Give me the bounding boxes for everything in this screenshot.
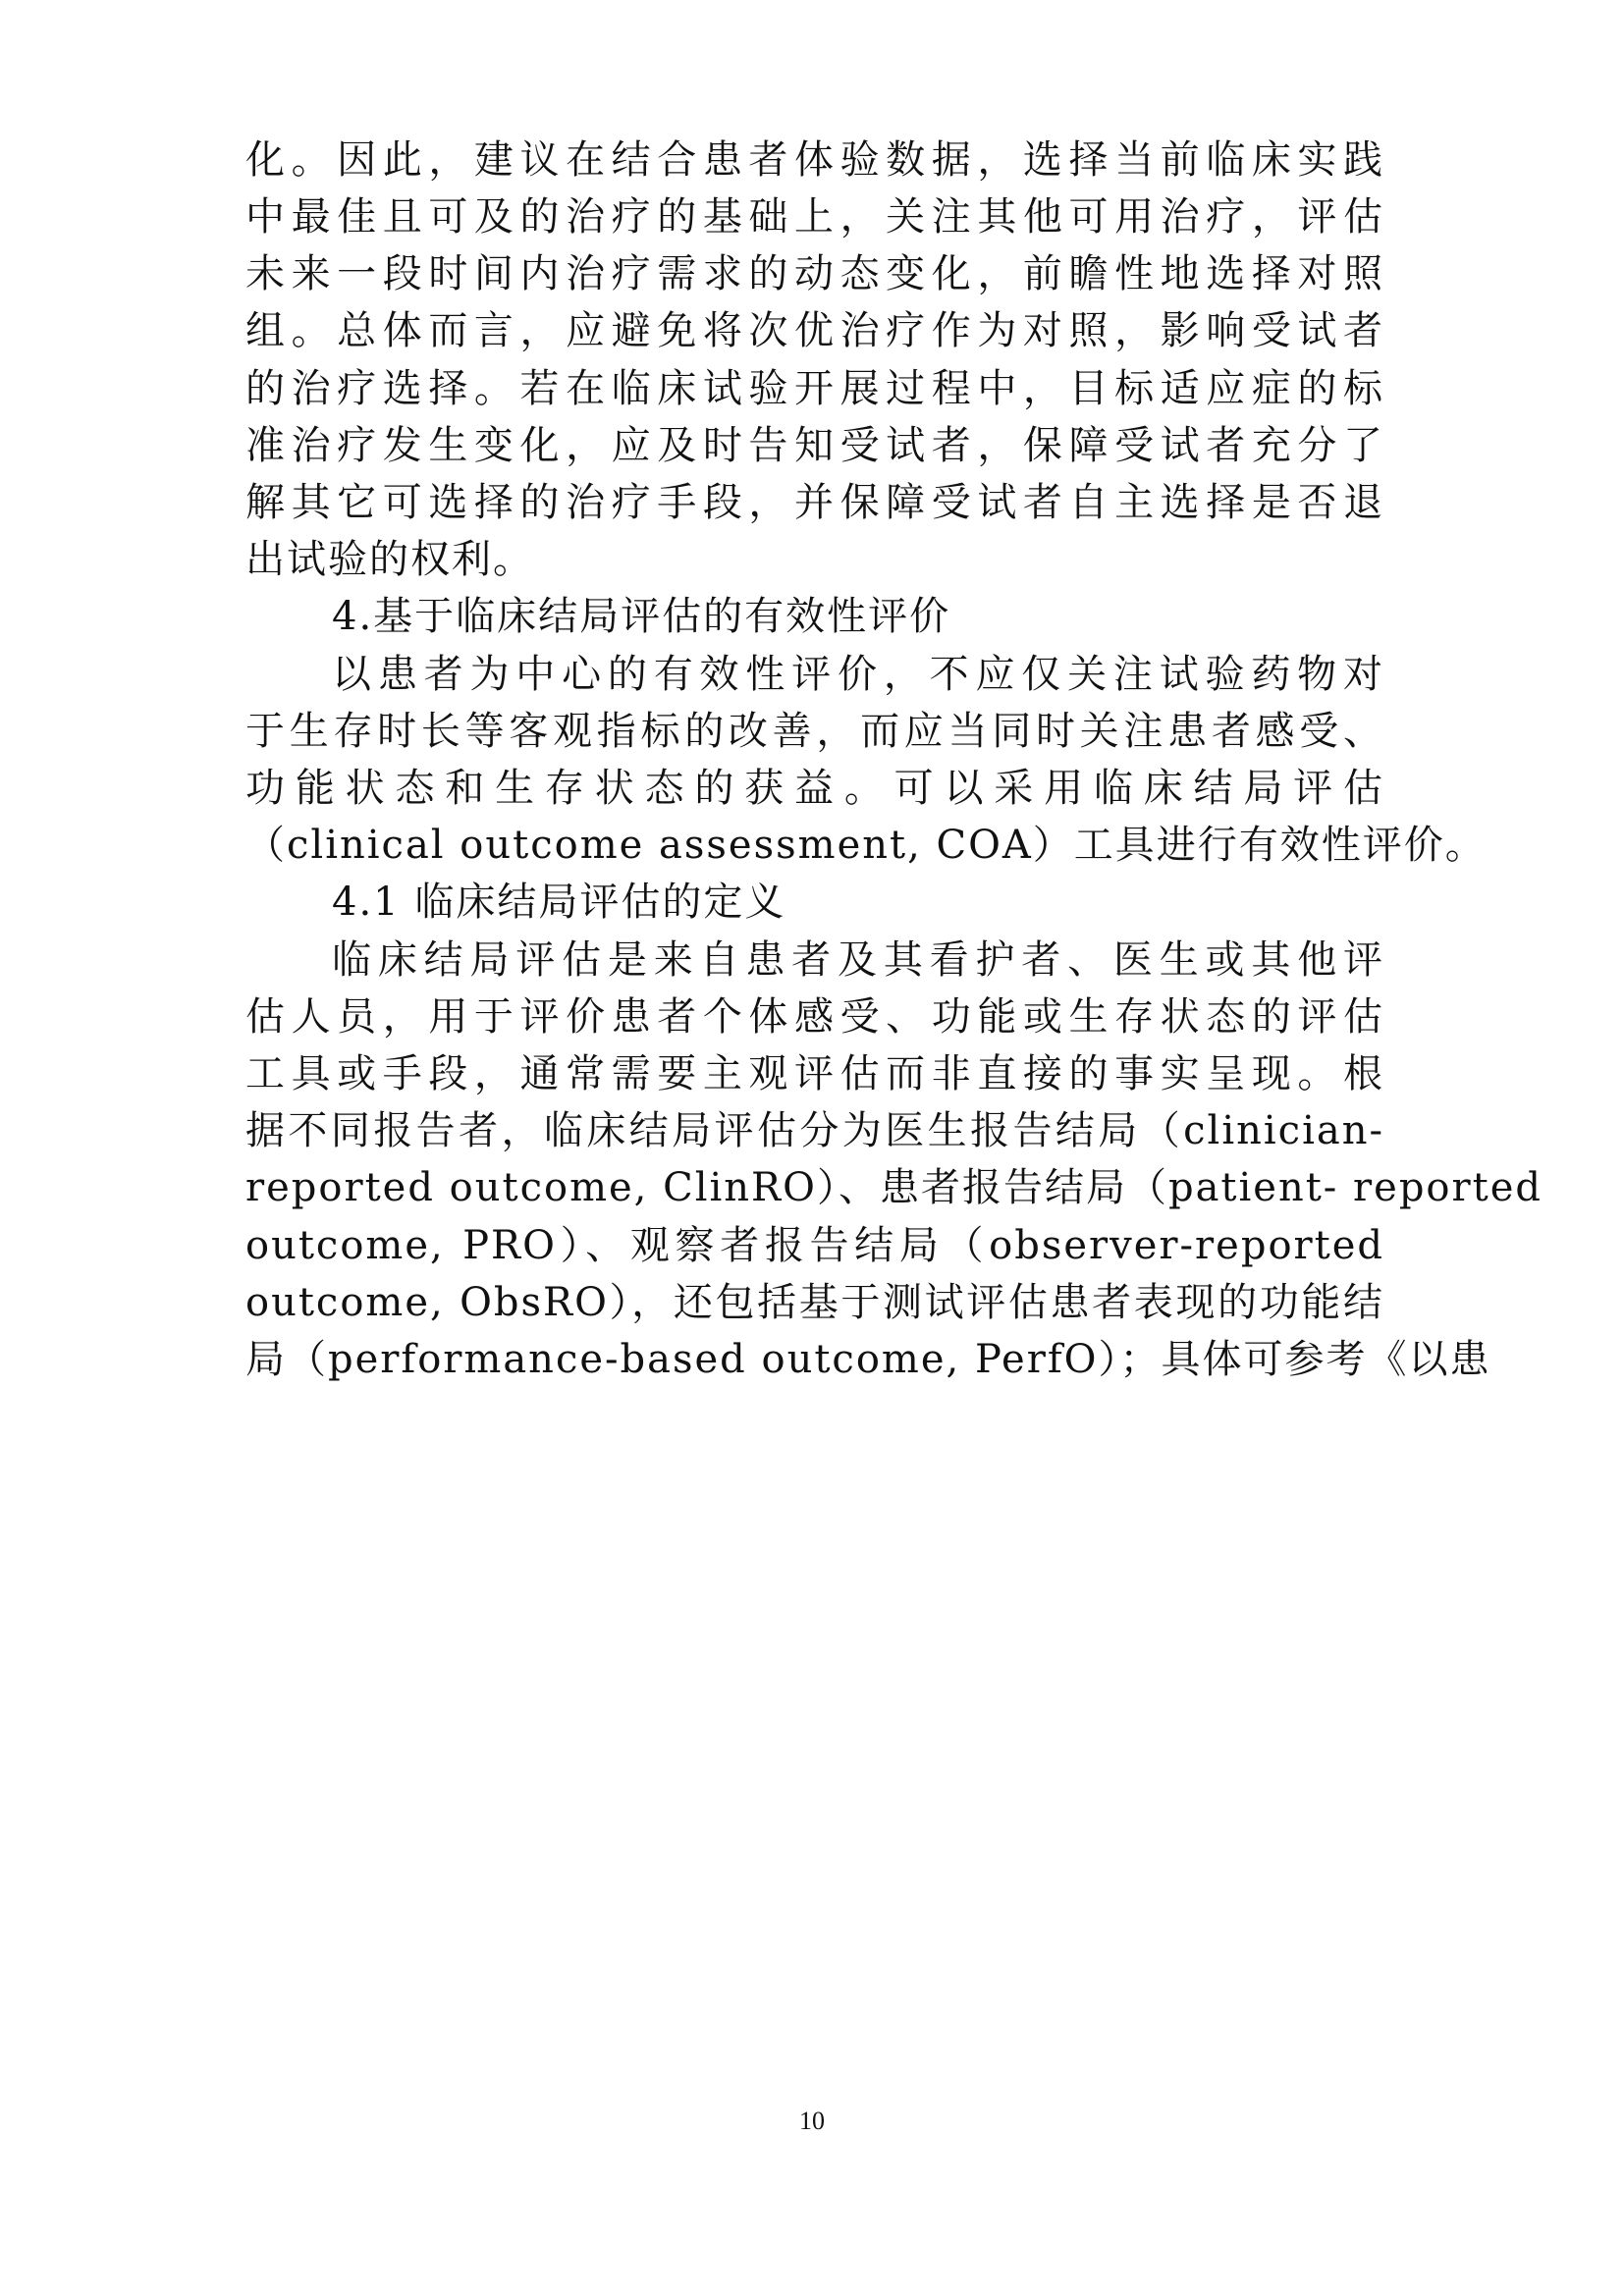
text-line: 于生存时长等客观指标的改善，而应当同时关注患者感受、	[245, 709, 1384, 754]
text-line: 局（performance-based outcome, PerfO）；具体可参考《以患	[245, 1337, 1491, 1382]
text-line: 组。总体而言，应避免将次优治疗作为对照，影响受试者	[245, 308, 1384, 353]
paragraph-end-line: （clinical outcome assessment, COA）工具进行有效性评价。	[245, 823, 1487, 868]
text-line: outcome, PRO）、观察者报告结局（observer-reported	[245, 1223, 1384, 1268]
text-line: 的治疗选择。若在临床试验开展过程中，目标适应症的标	[245, 366, 1384, 411]
text-line: outcome, ObsRO），还包括基于测试评估患者表现的功能结	[245, 1280, 1384, 1325]
section-heading: 4.基于临床结局评估的有效性评价	[332, 594, 951, 639]
paragraph-first-line: 临床结局评估是来自患者及其看护者、医生或其他评	[332, 937, 1384, 983]
text-line: 准治疗发生变化，应及时告知受试者，保障受试者充分了	[245, 423, 1384, 468]
text-line: 未来一段时间内治疗需求的动态变化，前瞻性地选择对照	[245, 251, 1384, 296]
paragraph-first-line: 以患者为中心的有效性评价，不应仅关注试验药物对	[332, 652, 1384, 697]
paragraph-end-line: 出试验的权利。	[245, 537, 534, 582]
text-line: 估人员，用于评价患者个体感受、功能或生存状态的评估	[245, 994, 1384, 1040]
subsection-heading: 4.1 临床结局评估的定义	[332, 880, 786, 925]
page-number: 10	[799, 2107, 825, 2135]
text-line: 化。因此，建议在结合患者体验数据，选择当前临床实践	[245, 137, 1384, 183]
text-line: 功能状态和生存状态的获益。可以采用临床结局评估	[245, 766, 1384, 811]
text-line: 据不同报告者，临床结局评估分为医生报告结局（clinician-	[245, 1108, 1384, 1153]
text-line: 工具或手段，通常需要主观评估而非直接的事实呈现。根	[245, 1051, 1384, 1096]
text-line: 解其它可选择的治疗手段，并保障受试者自主选择是否退	[245, 480, 1384, 525]
text-line: reported outcome, ClinRO）、患者报告结局（patient- reported	[245, 1165, 1543, 1210]
text-line: 中最佳且可及的治疗的基础上，关注其他可用治疗，评估	[245, 194, 1384, 240]
